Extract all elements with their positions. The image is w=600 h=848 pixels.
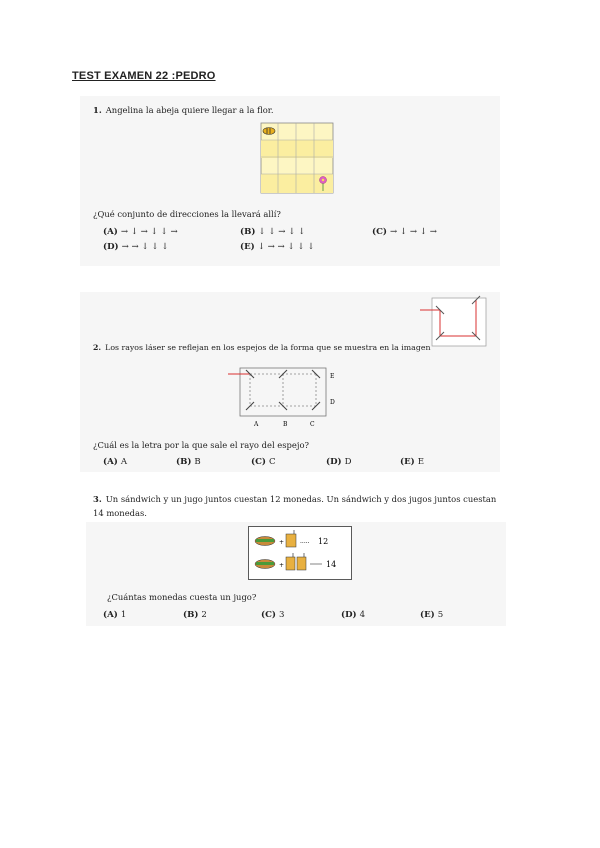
- q2-option-a-text: A: [120, 457, 128, 467]
- bee-grid-figure: [260, 122, 334, 194]
- q2-option-c-letter: (C): [251, 457, 266, 467]
- q2-option-d-letter: (D): [326, 457, 342, 467]
- q1-option-d-letter: (D): [103, 242, 119, 252]
- question-1-prompt: ¿Qué conjunto de direcciones la llevará allí?: [93, 209, 281, 219]
- q3-option-c-letter: (C): [261, 610, 276, 620]
- question-1-statement: [93, 104, 274, 116]
- question-3-text-line1: Un sándwich y un jugo juntos cuestan 12 monedas. Un sándwich y dos jugos juntos cuestan: [105, 494, 497, 504]
- q1-option-e[interactable]: [240, 242, 315, 252]
- row1-value: 12: [318, 537, 329, 546]
- q1-option-c-letter: (C): [372, 227, 387, 237]
- q2-option-b-text: B: [194, 457, 201, 467]
- q3-option-e[interactable]: [420, 610, 443, 620]
- q3-option-c[interactable]: [261, 610, 284, 620]
- laser-mirror-figure: [228, 362, 350, 430]
- svg-text:+: +: [279, 539, 285, 546]
- question-1-text: Angelina la abeja quiere llegar a la flor.: [105, 105, 274, 115]
- bee-icon: [263, 128, 275, 135]
- label-c: C: [310, 421, 315, 428]
- q2-option-d-text: D: [344, 457, 352, 467]
- q3-option-a[interactable]: [103, 610, 126, 620]
- question-2-prompt: ¿Cuál es la letra por la que sale el rayo del espejo?: [93, 440, 309, 450]
- q1-option-e-letter: (E): [240, 242, 255, 252]
- q3-option-c-text: 3: [278, 610, 285, 620]
- q2-option-d[interactable]: [326, 457, 351, 467]
- q2-option-e-text: E: [417, 457, 424, 467]
- q3-option-b-letter: (B): [183, 610, 199, 620]
- q3-option-b-text: 2: [201, 610, 207, 620]
- q3-option-a-text: 1: [120, 610, 127, 620]
- label-b: B: [283, 421, 288, 428]
- document-title: TEST EXAMEN 22 :PEDRO: [72, 70, 216, 82]
- question-2-statement: [93, 342, 430, 354]
- q2-option-a[interactable]: [103, 457, 127, 467]
- q1-option-b-letter: (B): [240, 227, 256, 237]
- sandwich-juice-figure: [248, 526, 352, 580]
- q1-option-a-letter: (A): [103, 227, 118, 237]
- q1-option-a-text: → ↓ → ↓ ↓ →: [120, 227, 178, 237]
- svg-text:+: +: [279, 562, 285, 569]
- q1-option-b[interactable]: [240, 227, 305, 237]
- q2-option-e[interactable]: [400, 457, 424, 467]
- q3-option-a-letter: (A): [103, 610, 118, 620]
- q3-option-b[interactable]: [183, 610, 207, 620]
- q2-option-a-letter: (A): [103, 457, 118, 467]
- q1-option-a[interactable]: [103, 227, 178, 237]
- question-1-number: 1.: [93, 105, 102, 115]
- sandwich-icon: [255, 537, 275, 546]
- q2-option-b-letter: (B): [176, 457, 192, 467]
- question-2-number: 2.: [93, 343, 102, 352]
- q1-option-e-text: ↓ → → ↓ ↓ ↓: [257, 242, 315, 252]
- question-3-statement: [93, 493, 496, 505]
- question-2-text: Los rayos láser se reflejan en los espejos de la forma que se muestra en la imagen: [105, 343, 431, 352]
- laser-example-figure: [420, 294, 496, 350]
- q2-option-c[interactable]: [251, 457, 276, 467]
- q3-option-e-letter: (E): [420, 610, 435, 620]
- question-3-prompt: ¿Cuántas monedas cuesta un jugo?: [107, 592, 257, 602]
- label-e: E: [330, 373, 335, 380]
- row2-value: 14: [326, 560, 337, 569]
- q1-option-c[interactable]: [372, 227, 437, 237]
- q1-option-d-text: → → ↓ ↓ ↓: [121, 242, 169, 252]
- sandwich-icon-2: [255, 560, 275, 569]
- q2-option-c-text: C: [268, 457, 276, 467]
- question-3-number: 3.: [93, 494, 102, 504]
- q3-option-d-text: 4: [359, 610, 366, 620]
- q3-option-d[interactable]: [341, 610, 365, 620]
- q2-option-b[interactable]: [176, 457, 201, 467]
- q3-option-e-text: 5: [437, 610, 444, 620]
- q2-option-e-letter: (E): [400, 457, 415, 467]
- q1-option-c-text: → ↓ → ↓ →: [389, 227, 437, 237]
- svg-text:.....: .....: [300, 538, 310, 545]
- q1-option-b-text: ↓ ↓ → ↓ ↓: [258, 227, 306, 237]
- label-a: A: [254, 421, 259, 428]
- label-d: D: [330, 399, 335, 406]
- q1-option-d[interactable]: [103, 242, 169, 252]
- q3-option-d-letter: (D): [341, 610, 357, 620]
- question-3-text-line2: 14 monedas.: [93, 508, 147, 518]
